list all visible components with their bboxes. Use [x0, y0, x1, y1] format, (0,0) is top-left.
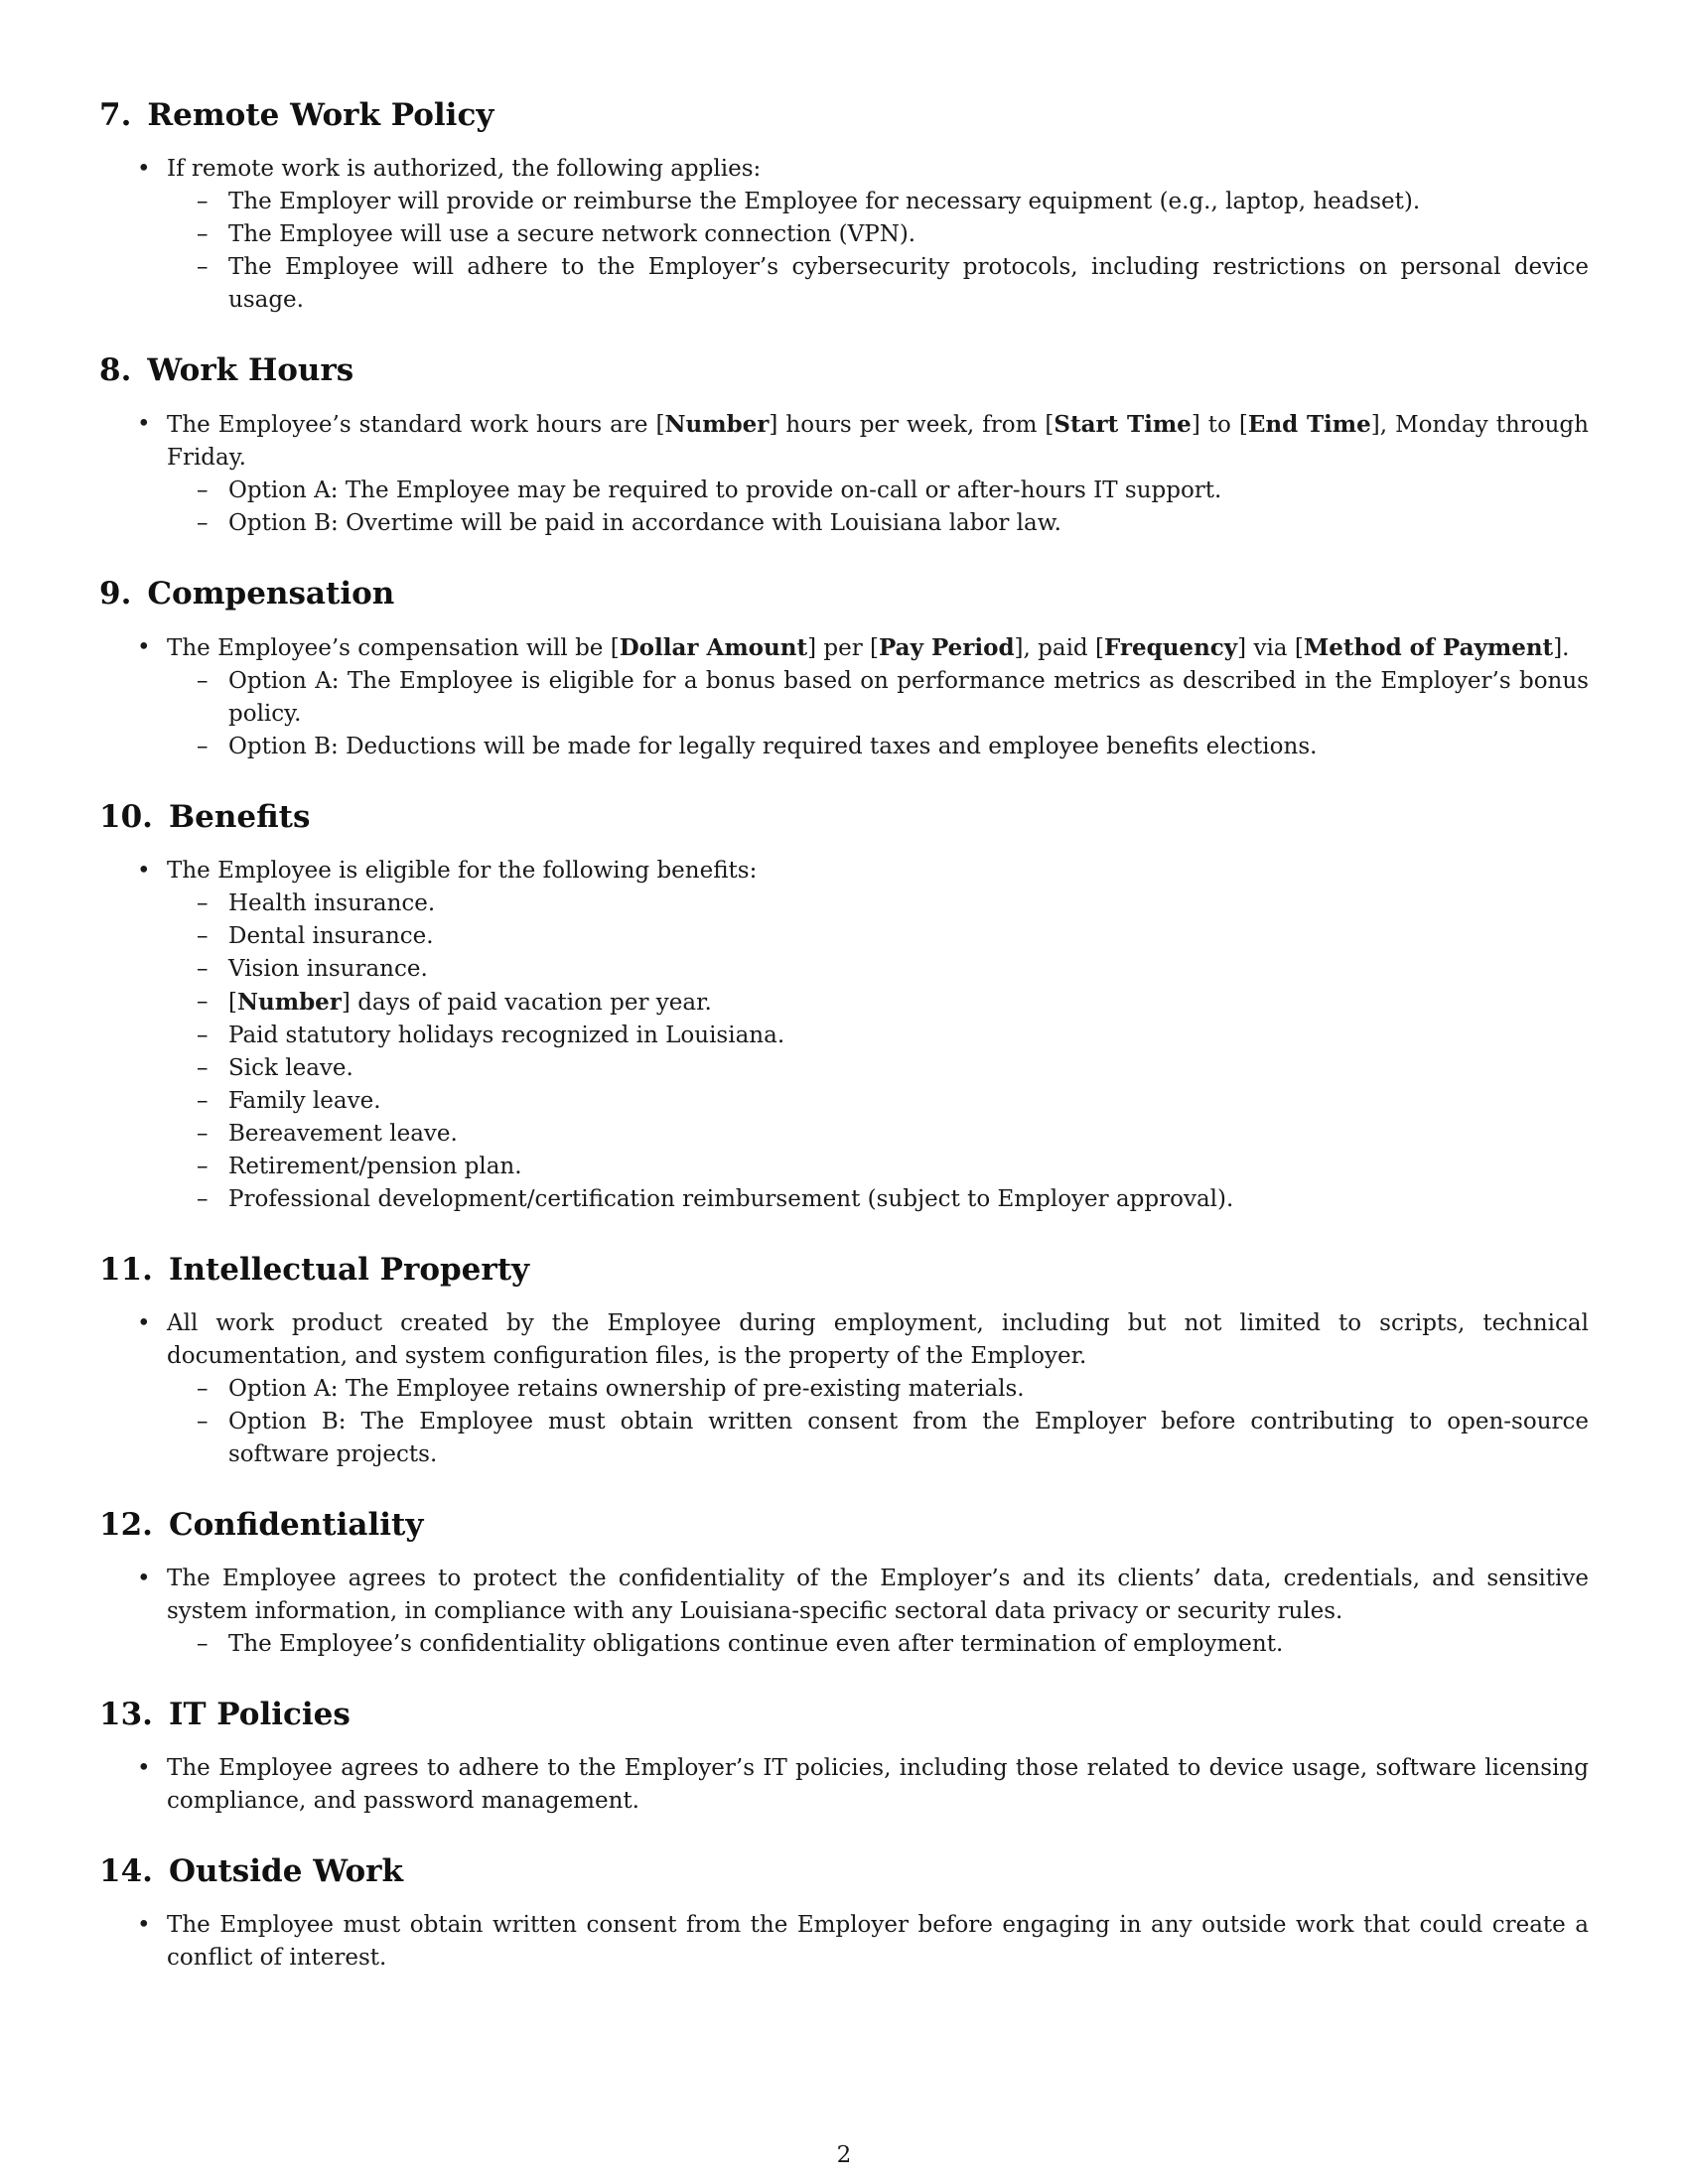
bullet-item — [99, 1563, 1589, 1661]
section-heading — [99, 1691, 1589, 1738]
placeholder-method-of-payment: Method of Payment — [1303, 634, 1554, 661]
section-title: Compensation — [147, 576, 395, 612]
sub-item: – Family leave. — [99, 1085, 1589, 1118]
bullet-item — [99, 1909, 1589, 1975]
section-number: 10. — [99, 799, 153, 835]
section-heading — [99, 793, 1589, 841]
section-heading — [99, 1246, 1589, 1294]
bullet-text: • The Employee is eligible for the following benefits: — [167, 858, 757, 884]
sub-item: – Dental insurance. — [99, 920, 1589, 953]
section-number: 8. — [99, 352, 132, 388]
bullet-text: • The Employee agrees to adhere to the Employer’s IT policies, including those related to device usage, software licensing compliance, and password management. — [167, 1755, 1589, 1814]
sub-item: – Paid statutory holidays recognized in Louisiana. — [99, 1020, 1589, 1052]
placeholder-number: Number — [664, 411, 770, 438]
placeholder-start-time: Start Time — [1054, 411, 1192, 438]
sub-item: – Sick leave. — [99, 1052, 1589, 1085]
sub-item: – Option B: The Employee must obtain written consent from the Employer before contributing to open-source software projects. — [99, 1406, 1589, 1471]
bullet-text: • The Employee agrees to protect the confidentiality of the Employer’s and its clients’ data, credentials, and sensitive system information, in compliance with any Louisiana-specific sectoral data privacy or security rules. — [167, 1566, 1589, 1624]
bullet-item — [99, 1752, 1589, 1818]
section-heading — [99, 346, 1589, 394]
sub-item: – Option B: Overtime will be paid in accordance with Louisiana labor law. — [99, 507, 1589, 540]
section-heading — [99, 1847, 1589, 1895]
bullet-text: • If remote work is authorized, the following applies: — [167, 156, 761, 182]
sub-item: – Option A: The Employee retains ownership of pre-existing materials. — [99, 1373, 1589, 1406]
section-compensation — [99, 570, 1589, 763]
bullet-item — [99, 1307, 1589, 1471]
sub-item: – Bereavement leave. — [99, 1118, 1589, 1151]
sub-item: – Option A: The Employee is eligible for a bonus based on performance metrics as described in the Employer’s bonus policy. — [99, 665, 1589, 731]
section-benefits — [99, 793, 1589, 1216]
section-number: 11. — [99, 1252, 153, 1288]
section-intellectual-property — [99, 1246, 1589, 1471]
sub-item: – Vision insurance. — [99, 953, 1589, 986]
section-heading — [99, 91, 1589, 139]
section-number: 13. — [99, 1697, 153, 1732]
sub-item: – The Employee’s confidentiality obligations continue even after termination of employment. — [99, 1628, 1589, 1661]
section-number: 9. — [99, 576, 132, 612]
bullet-item — [99, 631, 1589, 763]
section-it-policies — [99, 1691, 1589, 1818]
bullet-text: • The Employee’s standard work hours are [Number] hours per week, from [Start Time] to [End Time], Monday through Friday. — [167, 412, 1589, 471]
sub-item: – Retirement/pension plan. — [99, 1151, 1589, 1183]
placeholder-pay-period: Pay Period — [879, 634, 1015, 661]
sub-item: – Professional development/certification reimbursement (subject to Employer approval). — [99, 1183, 1589, 1216]
section-heading — [99, 570, 1589, 617]
bullet-text: • All work product created by the Employee during employment, including but not limited to scripts, technical documentation, and system configuration files, is the property of the Employer. — [167, 1310, 1589, 1369]
bullet-item — [99, 153, 1589, 317]
section-work-hours — [99, 346, 1589, 540]
placeholder-frequency: Frequency — [1103, 634, 1238, 661]
section-number: 12. — [99, 1507, 153, 1543]
section-title: IT Policies — [168, 1697, 351, 1732]
sub-item: – The Employer will provide or reimburse the Employee for necessary equipment (e.g., laptop, headset). — [99, 186, 1589, 218]
sub-item: – Health insurance. — [99, 887, 1589, 920]
page-number: 2 — [836, 2142, 852, 2168]
section-title: Confidentiality — [168, 1507, 424, 1543]
bullet-text: • The Employee must obtain written consent from the Employer before engaging in any outside work that could create a conflict of interest. — [167, 1912, 1589, 1971]
section-confidentiality — [99, 1501, 1589, 1661]
placeholder-number: Number — [236, 989, 342, 1016]
bullet-item — [99, 855, 1589, 1216]
sub-item: – Option B: Deductions will be made for legally required taxes and employee benefits elections. — [99, 731, 1589, 763]
section-outside-work — [99, 1847, 1589, 1975]
section-number: 14. — [99, 1853, 153, 1889]
placeholder-dollar-amount: Dollar Amount — [619, 634, 808, 661]
section-title: Benefits — [168, 799, 311, 835]
section-remote-work-policy — [99, 91, 1589, 317]
bullet-text: • The Employee’s compensation will be [Dollar Amount] per [Pay Period], paid [Frequency] via [Method of Payment]. — [167, 635, 1569, 661]
sub-item: – The Employee will adhere to the Employer’s cybersecurity protocols, including restrictions on personal device usage. — [99, 251, 1589, 317]
document-page — [99, 91, 1589, 2004]
section-title: Intellectual Property — [168, 1252, 530, 1288]
section-number: 7. — [99, 97, 132, 133]
section-title: Remote Work Policy — [147, 97, 494, 133]
bullet-item — [99, 408, 1589, 540]
sub-item: – [Number] days of paid vacation per year. — [99, 986, 1589, 1020]
section-heading — [99, 1501, 1589, 1549]
sub-item: – The Employee will use a secure network connection (VPN). — [99, 218, 1589, 251]
sub-item: – Option A: The Employee may be required to provide on-call or after-hours IT support. — [99, 475, 1589, 507]
section-title: Outside Work — [168, 1853, 403, 1889]
section-title: Work Hours — [147, 352, 354, 388]
placeholder-end-time: End Time — [1247, 411, 1371, 438]
